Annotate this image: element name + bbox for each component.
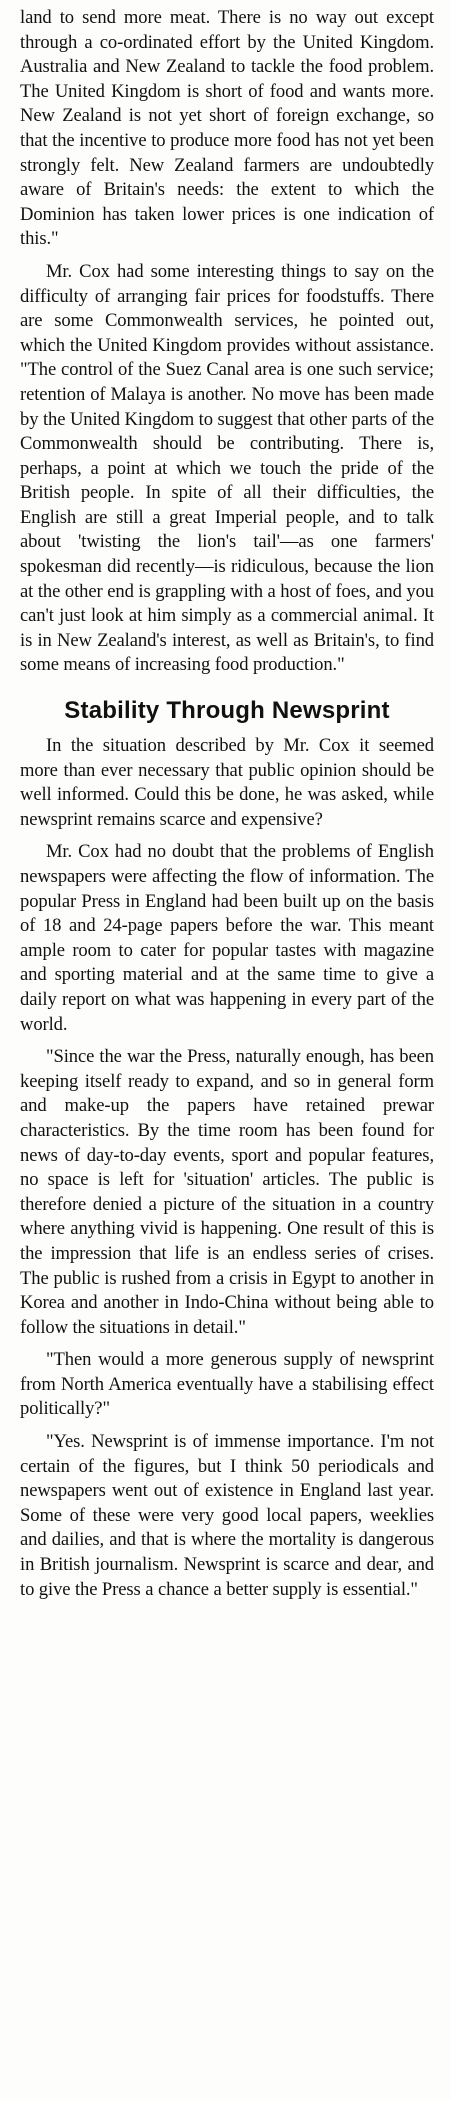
paragraph-since-the-war: "Since the war the Press, naturally enough, has been keeping itself ready to expand, and so in general form and make-up the papers have retained prewar characteristics. By the time room has been found for news of day-to-day events, sport and popular features, no space is left for 'situation' articles. The public is therefore denied a picture of the situation in a country where anything vivid is happening. One result of this is the impression that life is an endless series of crises. The public is rushed from a crisis in Egypt to another in Korea and another in Indo-China without being able to follow the situations in detail."	[20, 1046, 434, 1338]
article-column	[20, 6, 434, 1602]
paragraph-continuation: land to send more meat. There is no way out except through a co-ordinated effort by the United Kingdom. Australia and New Zealand to tackle the food problem. The United Kingdom is short of food and wants more. New Zealand is not yet short of foreign exchange, so that the incentive to produce more food has not yet been strongly felt. New Zealand farmers are undoubtedly aware of Britain's needs: the extent to which the Dominion has taken lower prices is one indication of this."	[20, 7, 434, 250]
paragraph-situation: In the situation described by Mr. Cox it seemed more than ever necessary that public opinion should be well informed. Could this be done, he was asked, while newsprint remains scarce and expensive?	[20, 735, 434, 830]
paragraph-newsprint-importance: "Yes. Newsprint is of immense importance. I'm not certain of the figures, but I think 50 periodicals and newspapers went out of existence in England last year. Some of these were very good local papers, weeklies and dailies, and that is where the mortality is dangerous in British journalism. Newsprint is scarce and dear, and to give the Press a chance a better supply is essential."	[20, 1431, 434, 1600]
paragraph-question-newsprint: "Then would a more generous supply of newsprint from North America eventually have a stabilising effect politically?"	[20, 1349, 434, 1420]
section-heading: Stability Through Newsprint	[64, 697, 390, 725]
paragraph-cox-prices: Mr. Cox had some interesting things to say on the difficulty of arranging fair prices for foodstuffs. There are some Commonwealth services, he pointed out, which the United Kingdom provides without assistance. "The control of the Suez Canal area is one such service; retention of Malaya is another. No move has been made by the United Kingdom to suggest that other parts of the Commonwealth should be contributing. There is, perhaps, a point at which we touch the pride of the British people. In spite of all their difficulties, the English are still a great Imperial people, and to talk about 'twisting the lion's tail'—as one farmers' spokesman did recently—is ridiculous, because the lion at the other end is grappling with a host of foes, and you can't just look at him simply as a commercial animal. It is in New Zealand's interest, as well as Britain's, to find some means of increasing food production."	[20, 260, 434, 676]
paragraph-newspaper-problems: Mr. Cox had no doubt that the problems of English newspapers were affecting the flow of information. The popular Press in England had been built up on the basis of 18 and 24-page papers before the war. This meant ample room to cater for popular tastes with magazine and sporting material and at the same time to give a daily report on what was happening in every part of the world.	[20, 841, 434, 1035]
